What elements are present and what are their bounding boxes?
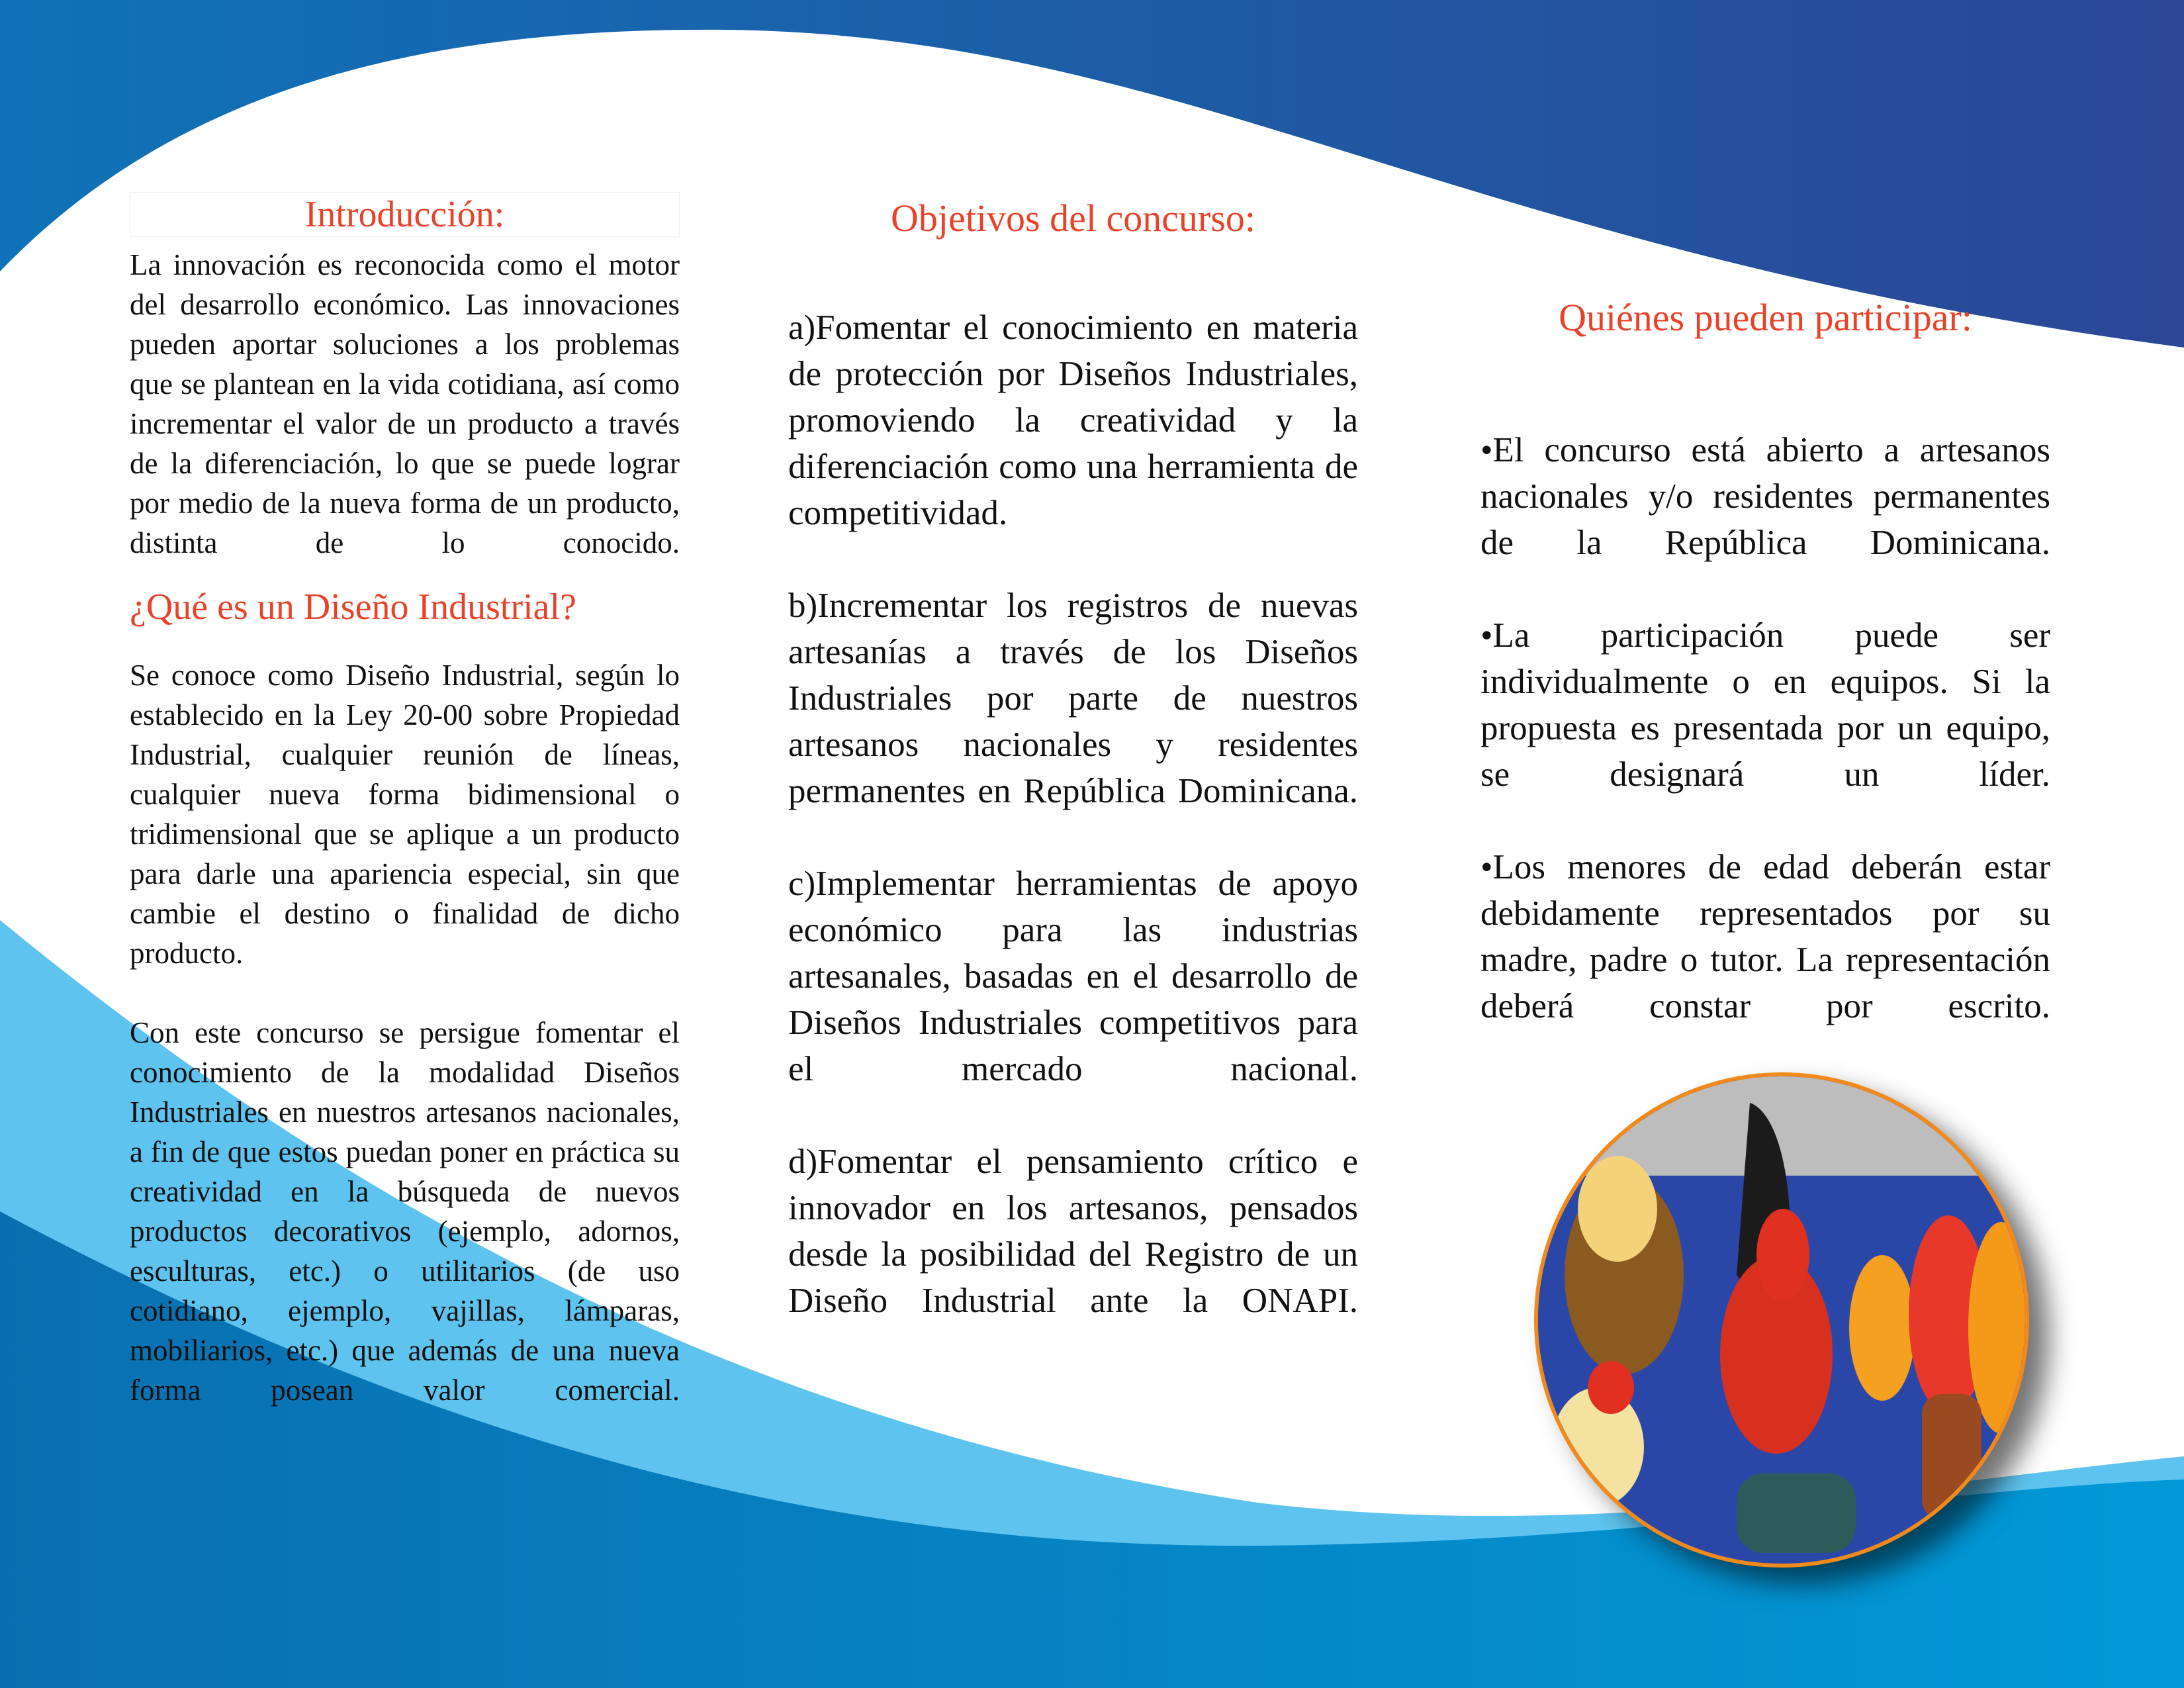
column-objectives <box>788 192 1358 1370</box>
objective-item: b)Incrementar los registros de nuevas artesanías a través de los Diseños Industriales por parte de nuestros artesanos nacionales y residentes permanentes en República Dominicana. <box>788 586 1358 810</box>
column-introduction <box>130 192 680 1450</box>
intro-text: La innovación es reconocida como el motor del desarrollo económico. Las innovaciones pueden aportar soluciones a los problemas que se plantean en la vida cotidiana, así como incrementar el valor de un producto a través de la diferenciación, lo que se puede lograr por medio de la nueva forma de un producto, distinta de lo conocido. <box>130 248 680 559</box>
objective-item: a)Fomentar el conocimiento en materia de protección por Diseños Industriales, promoviendo la creatividad y la diferenciación como una herramienta de competitividad. <box>788 308 1358 532</box>
crafts-illustration <box>1538 1076 2025 1564</box>
design-heading: ¿Qué es un Diseño Industrial? <box>130 586 576 628</box>
intro-heading: Introducción: <box>130 192 680 237</box>
participant-item: •Los menores de edad deberán estar debidamente representados por su madre, padre o tutor. La representación deberá constar por escrito. <box>1480 848 2050 1025</box>
participant-item: •El concurso está abierto a artesanos nacionales y/o residentes permanentes de la República Dominicana. <box>1480 431 2050 562</box>
design-paragraph: Se conoce como Diseño Industrial, según lo establecido en la Ley 20-00 sobre Propiedad Industrial, cualquier reunión de líneas, cualquier nueva forma bidimensional o tridimensional que se aplique a un producto para darle una apariencia especial, sin que cambie el destino o finalidad de dicho producto. <box>130 659 680 970</box>
column-participants <box>1480 291 2050 1076</box>
participant-item: •La participación puede ser individualmente o en equipos. Si la propuesta es presentada por un equipo, se designará un líder. <box>1480 616 2050 794</box>
design-paragraph: Con este concurso se persigue fomentar el conocimiento de la modalidad Diseños Industriales en nuestros artesanos nacionales, a fin de que estos puedan poner en práctica su creatividad en la búsqueda de nuevos productos decorativos (ejemplo, adornos, esculturas, etc.) o utilitarios (de uso cotidiano, ejemplo, vajillas, lámparas, mobiliarios, etc.) que además de una nueva forma posean valor comercial. <box>130 1016 680 1407</box>
objective-item: c)Implementar herramientas de apoyo económico para las industrias artesanales, basadas en el desarrollo de Diseños Industriales competitivos para el mercado nacional. <box>788 865 1358 1088</box>
crafts-photo <box>1534 1072 2029 1568</box>
objectives-heading: Objetivos del concurso: <box>891 197 1255 240</box>
participants-heading: Quiénes pueden participar: <box>1559 296 1972 339</box>
objective-item: d)Fomentar el pensamiento crítico e innovador en los artesanos, pensados desde la posibilidad del Registro de un Diseño Industrial ante la ONAPI. <box>788 1143 1358 1320</box>
